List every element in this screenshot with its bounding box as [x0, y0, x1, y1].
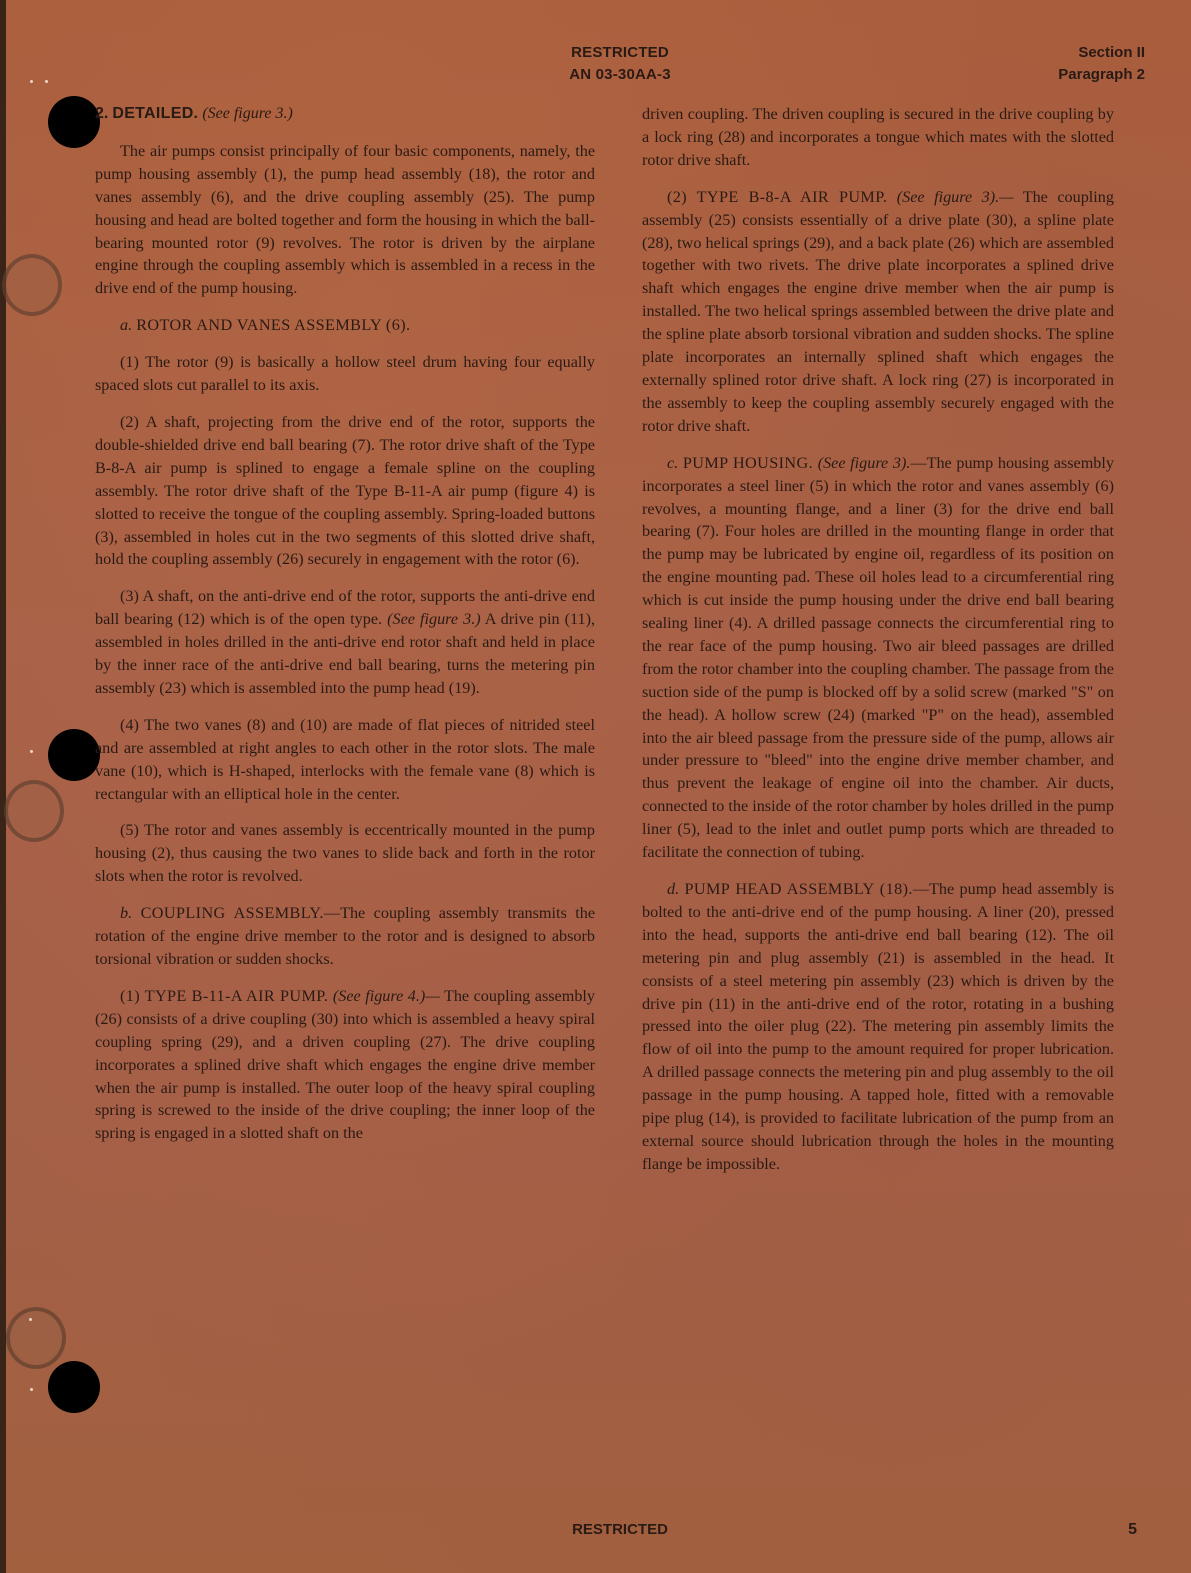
subsection-a-heading — [95, 314, 595, 337]
subsection-title: PUMP HEAD ASSEMBLY (18). — [684, 880, 913, 898]
speck — [29, 1318, 32, 1321]
hole-shadow-bottom — [6, 1307, 66, 1369]
subsection-letter: c. — [667, 453, 679, 472]
hole-shadow-middle — [4, 780, 64, 842]
speck — [30, 1388, 33, 1391]
paragraph-a4: (4) The two vanes (8) and (10) are made of flat pieces of nitrided steel and are assembled at right angles to each other in the rotor slots. The male vane (10), which is H-shaped, interlocks with the female vane (8) which is rectangular with an elliptical hole in the center. — [95, 715, 595, 803]
subsection-b — [95, 902, 595, 971]
page-number: 5 — [1128, 1521, 1137, 1538]
page-header-center — [530, 42, 710, 86]
paragraph-a3 — [95, 585, 595, 700]
paragraph-a1: (1) The rotor (9) is basically a hollow steel drum having four equally spaced slots cut parallel to its axis. — [95, 353, 595, 395]
paragraph-b2-text: The coupling assembly (25) consists essentially of a drive plate (30), a spline plate (28), two helical springs (29), and a back plate (26) which are assembled together with two rivets. The drive plate incorporates a splined drive shaft which engages the engine drive member when the air pump is installed. The two helical springs assembled between the drive plate and the spline plate absorb torsional vibration and sudden shocks. The spline plate incorporates an internally splined shaft which engages the externally splined rotor drive shaft. A lock ring (27) is incorporated in the assembly to keep the coupling assembly securely engaged with the rotor drive shaft. — [642, 187, 1114, 435]
hole-punch-top — [48, 96, 100, 148]
heading-title: DETAILED. — [112, 105, 199, 122]
continued-paragraph: driven coupling. The driven coupling is secured in the drive coupling by a lock ring (28) and incorporates a tongue which mates with the slotted rotor drive shaft. — [642, 105, 1114, 169]
subsection-d-text: —The pump head assembly is bolted to the anti-drive end of the pump housing. A liner (20), pressed into the head, supports the anti-drive end ball bearing (12). The oil metering pin and plug assembly (21) is assembled in the head. It consists of a steel metering pin assembly (23) which is driven by the drive pin (11) in the anti-drive end of the rotor, rotating in a bushing pressed into the oiler plug (22). The metering pin assembly limits the flow of oil into the pump to the amount required for proper lubrication. A drilled passage connects the metering pin and plug assembly to the oil passage in the pump housing. A tapped hole, fitted with a removable pipe plug (14), is provided to facilitate lubrication of the pump from an external source should lubrication through the holes in the mounting flange be impossible. — [642, 880, 1115, 1173]
figure-ref: (See figure 4.)— — [332, 986, 440, 1005]
header-doc-number: AN 03-30AA-3 — [569, 66, 671, 83]
header-classification: RESTRICTED — [571, 44, 669, 61]
speck — [30, 750, 33, 753]
page-header-right — [1058, 42, 1145, 86]
subsection-title: ROTOR AND VANES ASSEMBLY (6). — [136, 316, 411, 335]
section-heading-detailed — [95, 103, 595, 126]
paragraph-b2 — [642, 186, 1114, 438]
speck — [30, 80, 33, 83]
subsection-b-text: —The coupling assembly transmits the rotation of the engine drive member to the rotor and is designed to absorb torsional vibration or sudden shocks. — [95, 904, 596, 968]
paragraph-a3-text-cont: A drive pin (11), assembled in holes drilled in the anti-drive end rotor shaft and held in place by the inner race of the anti-drive end ball bearing, turns the metering pin assembly (23) which is assembled into the pump head (19). — [95, 610, 596, 697]
subsection-title: COUPLING ASSEMBLY. — [140, 904, 324, 923]
intro-paragraph: The air pumps consist principally of four basic components, namely, the pump housing assembly (1), the pump head assembly (18), the rotor and vanes assembly (6), and the drive coupling assembly (25). The pump housing and head are bolted together and form the housing in which the ball-bearing mounted rotor (9) revolves. The rotor is driven by the airplane engine through the coupling assembly which is assembled in a recess in the drive end of the pump housing. — [95, 141, 595, 298]
subsection-letter: a. — [120, 316, 133, 335]
right-column — [642, 103, 1114, 1190]
speck — [45, 80, 48, 83]
subsection-c — [642, 452, 1114, 864]
subsection-title: PUMP HOUSING. — [682, 453, 814, 472]
header-paragraph: Paragraph 2 — [1058, 66, 1145, 83]
paragraph-b1 — [95, 985, 595, 1145]
heading-number: 2. — [95, 105, 109, 122]
subsection-c-text: —The pump housing assembly incorporates a steel liner (5) in which the rotor and vanes assembly (6) revolves, a mounting flange, and a liner (3) for the drive end ball bearing (7). Four holes are drilled in the mounting flange in order that the pump may be lubricated by engine oil, regardless of its position on the engine mounting pad. These oil holes lead to a circumferential ring which is cut inside the pump housing under the drive end ball bearing sealing liner (4). A drilled passage connects the circumferential ring to the rear face of the pump housing. Two air bleed passages are drilled from the rotor chamber into the coupling chamber. The passage from the suction side of the pump is blocked off by a solid screw (marked "S" on the head). A hollow screw (24) (marked "P" on the head), assembled into the air bleed passage from the pressure side of the pump, allows air under pressure to "bleed" into the engine drive member chamber, and thus prevent the leakage of engine oil into the chamber. Air ducts, connected to the inside of the rotor chamber by holes drilled in the pump liner (5), lead to the inlet and outlet pump ports which are threaded to facilitate the connection of tubing. — [642, 453, 1114, 862]
left-column — [95, 103, 595, 1159]
hole-shadow-top — [2, 254, 62, 316]
heading-figure-ref: (See figure 3.) — [202, 105, 293, 122]
paragraph-a2: (2) A shaft, projecting from the drive end of the rotor, supports the double-shielded drive end ball bearing (7). The rotor drive shaft of the Type B-8-A air pump is splined to engage a female spline on the coupling assembly. The rotor drive shaft of the Type B-11-A air pump (figure 4) is slotted to receive the tongue of the coupling assembly. Spring-loaded buttons (3), assembled in holes cut in the two segments of this slotted drive shaft, hold the coupling assembly (26) securely in engagement with the rotor (6). — [95, 412, 595, 569]
figure-ref: (See figure 3.) — [387, 610, 481, 629]
paragraph-a3-text: (3) A shaft, on the anti-drive end of the rotor, supports the anti-drive end ball bearing (12) which is of the open type. — [95, 587, 595, 629]
paragraph-b1-text: The coupling assembly (26) consists of a drive coupling (30) into which is assembled a heavy spiral coupling spring (29), and a driven coupling (27). The drive coupling incorporates a splined drive shaft which engages the engine drive member when the air pump is installed. The outer loop of the heavy spiral coupling spring is screwed to the inside of the drive coupling; the inner loop of the spring is engaged in a slotted shaft on the — [95, 986, 596, 1143]
figure-ref: (See figure 3).— — [896, 187, 1014, 206]
item-title: (2) TYPE B-8-A AIR PUMP. — [667, 187, 888, 206]
figure-ref: (See figure 3). — [817, 453, 911, 472]
subsection-d — [642, 878, 1114, 1176]
paragraph-a5: (5) The rotor and vanes assembly is eccentrically mounted in the pump housing (2), thus causing the two vanes to slide back and forth in the rotor slots when the rotor is revolved. — [95, 821, 595, 886]
item-title: (1) TYPE B-11-A AIR PUMP. — [120, 986, 329, 1005]
hole-punch-bottom — [48, 1361, 100, 1413]
subsection-letter: b. — [120, 904, 133, 923]
header-section: Section II — [1078, 44, 1145, 61]
hole-punch-middle — [48, 729, 100, 781]
subsection-letter: d. — [667, 880, 680, 898]
footer-classification: RESTRICTED — [572, 1521, 668, 1538]
